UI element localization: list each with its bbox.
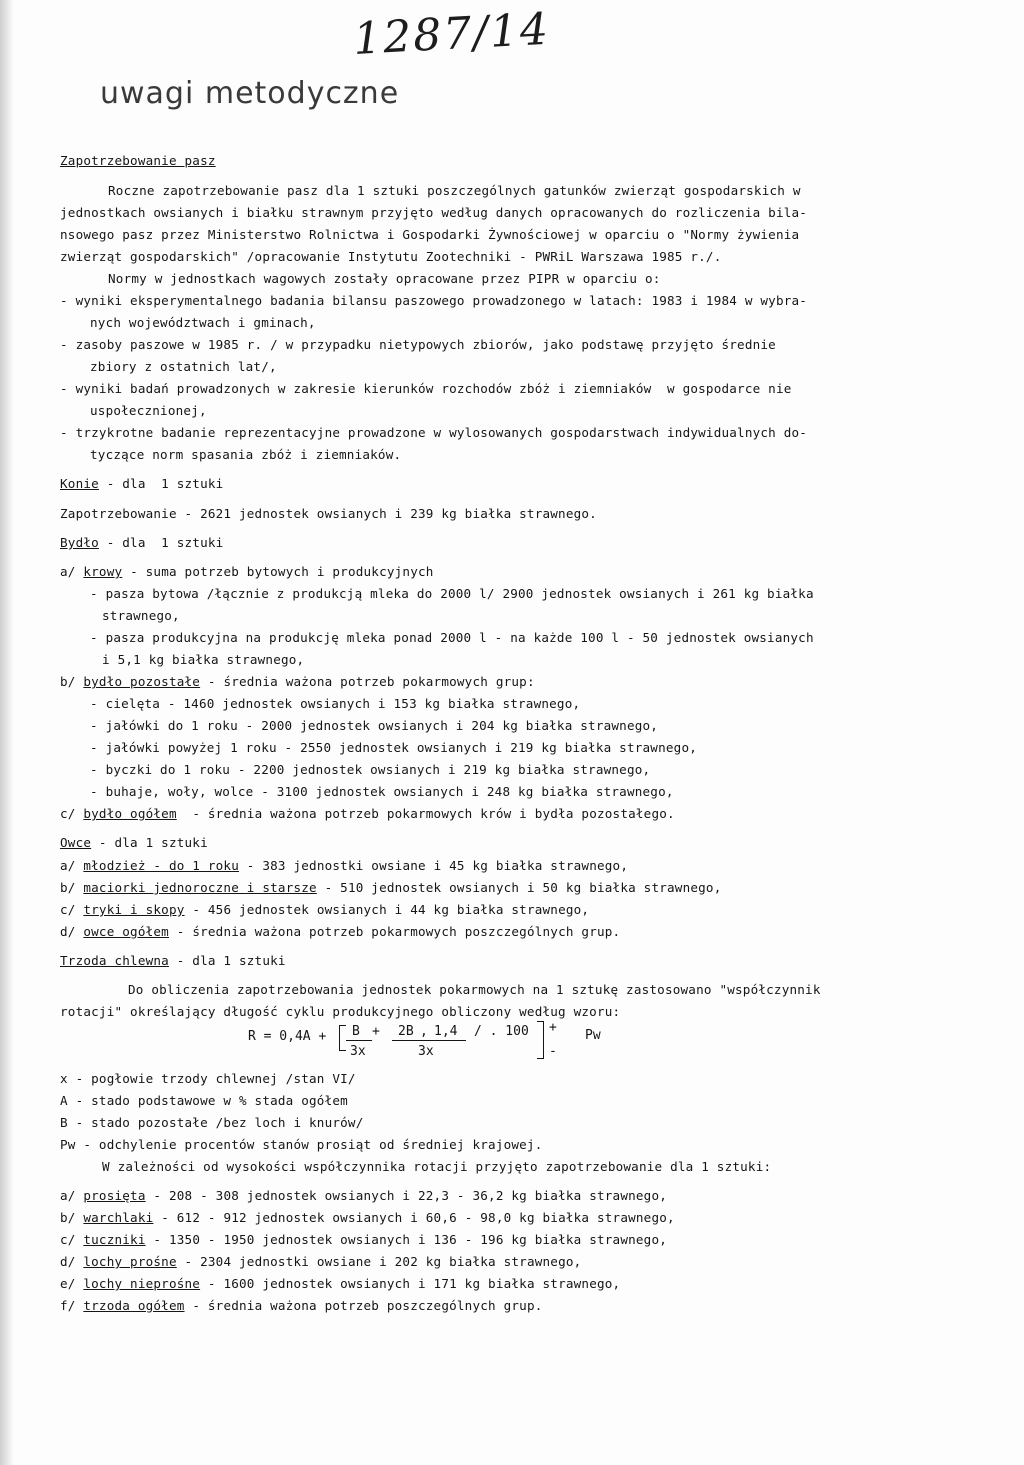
- line-segment: d/: [60, 924, 84, 939]
- underlined-term: tryki i skopy: [83, 902, 185, 917]
- line-segment: - dla 1 sztuki: [98, 476, 224, 491]
- underlined-term: warchlaki: [83, 1210, 154, 1225]
- formula-fraction-bar-1: [346, 1040, 372, 1041]
- text-line: nych województwach i gminach,: [90, 315, 316, 330]
- underlined-term: lochy prośne: [83, 1254, 177, 1269]
- text-line: Do obliczenia zapotrzebowania jednostek pokarmowych na 1 sztukę zastosowano "współczynnik: [128, 982, 821, 997]
- scan-edge-shadow: [0, 0, 14, 1465]
- line-segment: - 510 jednostek owsianych i 50 kg białka strawnego,: [316, 880, 722, 895]
- text-line: - trzykrotne badanie reprezentacyjne prowadzone w wylosowanych gospodarstwach indywidualnych do-: [60, 425, 808, 440]
- text-line: [60, 1234, 667, 1247]
- underlined-term: owce ogółem: [83, 924, 169, 939]
- text-line: rotacji" określający długość cyklu produkcyjnego obliczony według wzoru:: [60, 1004, 621, 1019]
- formula-fraction-bar-2: [392, 1040, 466, 1041]
- formula-pw: Pw: [585, 1028, 601, 1043]
- handwritten-archive-number: 1287/14: [352, 3, 552, 65]
- text-line: [60, 1278, 620, 1291]
- line-segment: - 2304 jednostki owsiane i 202 kg białka strawnego,: [176, 1254, 582, 1269]
- line-segment: d/: [60, 1254, 84, 1269]
- formula-minus-sign: -: [549, 1044, 557, 1059]
- line-segment: - średnia ważona potrzeb pokarmowych grup:: [200, 674, 535, 689]
- text-line: Normy w jednostkach wagowych zostały opracowane przez PIPR w oparciu o:: [108, 271, 661, 286]
- text-line: [60, 478, 223, 491]
- line-segment: - suma potrzeb bytowych i produkcyjnych: [122, 564, 434, 579]
- line-segment: - 1600 jednostek owsianych i 171 kg białka strawnego,: [200, 1276, 621, 1291]
- line-segment: a/: [60, 564, 84, 579]
- line-segment: - średnia ważona potrzeb pokarmowych poszczególnych grup.: [168, 924, 621, 939]
- formula-comma: ,: [420, 1024, 428, 1039]
- line-segment: - 208 - 308 jednostek owsianych i 22,3 - 36,2 kg białka strawnego,: [145, 1188, 668, 1203]
- formula-close-bracket: [537, 1021, 544, 1059]
- underlined-term: maciorki jednoroczne i starsze: [83, 880, 317, 895]
- line-segment: - 1350 - 1950 jednostek owsianych i 136 - 196 kg białka strawnego,: [145, 1232, 668, 1247]
- line-segment: b/: [60, 1210, 84, 1225]
- formula-lhs: R = 0,4A +: [248, 1029, 327, 1044]
- text-line: [60, 566, 434, 579]
- text-line: - byczki do 1 roku - 2200 jednostek owsianych i 219 kg białka strawnego,: [90, 762, 651, 777]
- text-line: - jałówki powyżej 1 roku - 2550 jednostek owsianych i 219 kg białka strawnego,: [90, 740, 698, 755]
- line-segment: - 456 jednostek owsianych i 44 kg białka strawnego,: [184, 902, 590, 917]
- underlined-term: bydło pozostałe: [83, 674, 201, 689]
- text-line: jednostkach owsianych i białku strawnym przyjęto według danych opracowanych do rozliczenia bila-: [60, 205, 808, 220]
- line-segment: - dla 1 sztuki: [98, 535, 224, 550]
- formula-plus: +: [372, 1024, 380, 1039]
- underlined-term: bydło ogółem: [83, 806, 177, 821]
- text-line: uspołecznionej,: [90, 403, 207, 418]
- text-line: - zasoby paszowe w 1985 r. / w przypadku nietypowych zbiorów, jako podstawę przyjęto średnie: [60, 337, 776, 352]
- text-line: [60, 882, 722, 895]
- formula-3x-denominator-1: 3x: [350, 1044, 366, 1059]
- text-line: B - stado pozostałe /bez loch i knurów/: [60, 1115, 364, 1130]
- formula-times-100: / . 100: [474, 1024, 529, 1039]
- text-line: - wyniki eksperymentalnego badania bilansu paszowego prowadzonego w latach: 1983 i 1984 w wybra-: [60, 293, 808, 308]
- text-line: - pasza produkcyjna na produkcję mleka ponad 2000 l - na każde 100 l - 50 jednostek owsianych: [90, 630, 814, 645]
- text-line: [60, 537, 223, 550]
- text-line: zwierząt gospodarskich" /opracowanie Instytutu Zootechniki - PWRiL Warszawa 1985 r./.: [60, 249, 722, 264]
- text-line: Pw - odchylenie procentów stanów prosiąt od średniej krajowej.: [60, 1137, 543, 1152]
- text-line: nsowego pasz przez Ministerstwo Rolnictwa i Gospodarki Żywnościowej w oparciu o "Normy żywienia: [60, 227, 800, 242]
- formula-plus-sign: +: [549, 1020, 557, 1035]
- text-line: x - pogłowie trzody chlewnej /stan VI/: [60, 1071, 356, 1086]
- line-segment: - dla 1 sztuki: [91, 835, 208, 850]
- underlined-term: prosięta: [83, 1188, 146, 1203]
- formula-open-bracket: [339, 1025, 346, 1051]
- line-segment: - 383 jednostki owsiane i 45 kg białka strawnego,: [239, 858, 629, 873]
- text-line: [60, 1212, 675, 1225]
- line-segment: c/: [60, 1232, 84, 1247]
- text-line: - jałówki do 1 roku - 2000 jednostek owsianych i 204 kg białka strawnego,: [90, 718, 659, 733]
- formula-b-numerator: B: [352, 1024, 360, 1039]
- line-segment: b/: [60, 880, 84, 895]
- text-line: [60, 808, 675, 821]
- line-segment: a/: [60, 858, 84, 873]
- text-line: [60, 1300, 543, 1313]
- text-line: tyczące norm spasania zbóż i ziemniaków.: [90, 447, 402, 462]
- text-line: [60, 926, 620, 939]
- text-line: Zapotrzebowanie pasz: [60, 153, 216, 168]
- text-line: [60, 1190, 667, 1203]
- text-line: - buhaje, woły, wolce - 3100 jednostek owsianych i 248 kg białka strawnego,: [90, 784, 674, 799]
- underlined-term: krowy: [83, 564, 123, 579]
- text-line: i 5,1 kg białka strawnego,: [102, 652, 305, 667]
- line-segment: b/: [60, 674, 84, 689]
- line-segment: c/: [60, 806, 84, 821]
- line-segment: a/: [60, 1188, 84, 1203]
- text-line: [60, 904, 589, 917]
- underlined-term: lochy nieprośne: [83, 1276, 201, 1291]
- underlined-term: trzoda ogółem: [83, 1298, 185, 1313]
- underlined-term: młodzież - do 1 roku: [83, 858, 240, 873]
- line-segment: f/: [60, 1298, 84, 1313]
- text-line: - wyniki badań prowadzonych w zakresie kierunków rozchodów zbóż i ziemniaków w gospodarce nie: [60, 381, 792, 396]
- text-line: [60, 955, 286, 968]
- line-segment: - 612 - 912 jednostek owsianych i 60,6 - 98,0 kg białka strawnego,: [153, 1210, 675, 1225]
- underlined-term: Trzoda chlewna: [60, 953, 169, 968]
- text-line: Zapotrzebowanie - 2621 jednostek owsianych i 239 kg białka strawnego.: [60, 506, 597, 521]
- line-segment: c/: [60, 902, 84, 917]
- underlined-term: Bydło: [60, 535, 99, 550]
- formula-3x-denominator-2: 3x: [418, 1044, 434, 1059]
- text-line: A - stado podstawowe w % stada ogółem: [60, 1093, 348, 1108]
- text-line: [60, 1256, 581, 1269]
- underlined-term: Owce: [60, 835, 92, 850]
- text-line: zbiory z ostatnich lat/,: [90, 359, 277, 374]
- line-segment: - średnia ważona potrzeb poszczególnych grup.: [184, 1298, 543, 1313]
- line-segment: - średnia ważona potrzeb pokarmowych krów i bydła pozostałego.: [176, 806, 675, 821]
- text-line: [60, 676, 535, 689]
- line-segment: - dla 1 sztuki: [168, 953, 286, 968]
- text-line: strawnego,: [102, 608, 180, 623]
- text-line: - cielęta - 1460 jednostek owsianych i 153 kg białka strawnego,: [90, 696, 581, 711]
- underlined-term: tuczniki: [83, 1232, 146, 1247]
- formula-2b-numerator: 2B: [398, 1024, 414, 1039]
- text-line: - pasza bytowa /łącznie z produkcją mleka do 2000 l/ 2900 jednostek owsianych i 261 kg białka: [90, 586, 814, 601]
- text-line: [60, 860, 628, 873]
- document-heading: uwagi metodyczne: [100, 76, 400, 111]
- text-line: [60, 837, 208, 850]
- text-line: Roczne zapotrzebowanie pasz dla 1 sztuki poszczególnych gatunków zwierząt gospodarskich w: [108, 183, 801, 198]
- formula-constant: 1,4: [434, 1024, 458, 1039]
- text-line: W zależności od wysokości współczynnika rotacji przyjęto zapotrzebowanie dla 1 sztuki:: [102, 1159, 772, 1174]
- line-segment: e/: [60, 1276, 84, 1291]
- underlined-term: Konie: [60, 476, 99, 491]
